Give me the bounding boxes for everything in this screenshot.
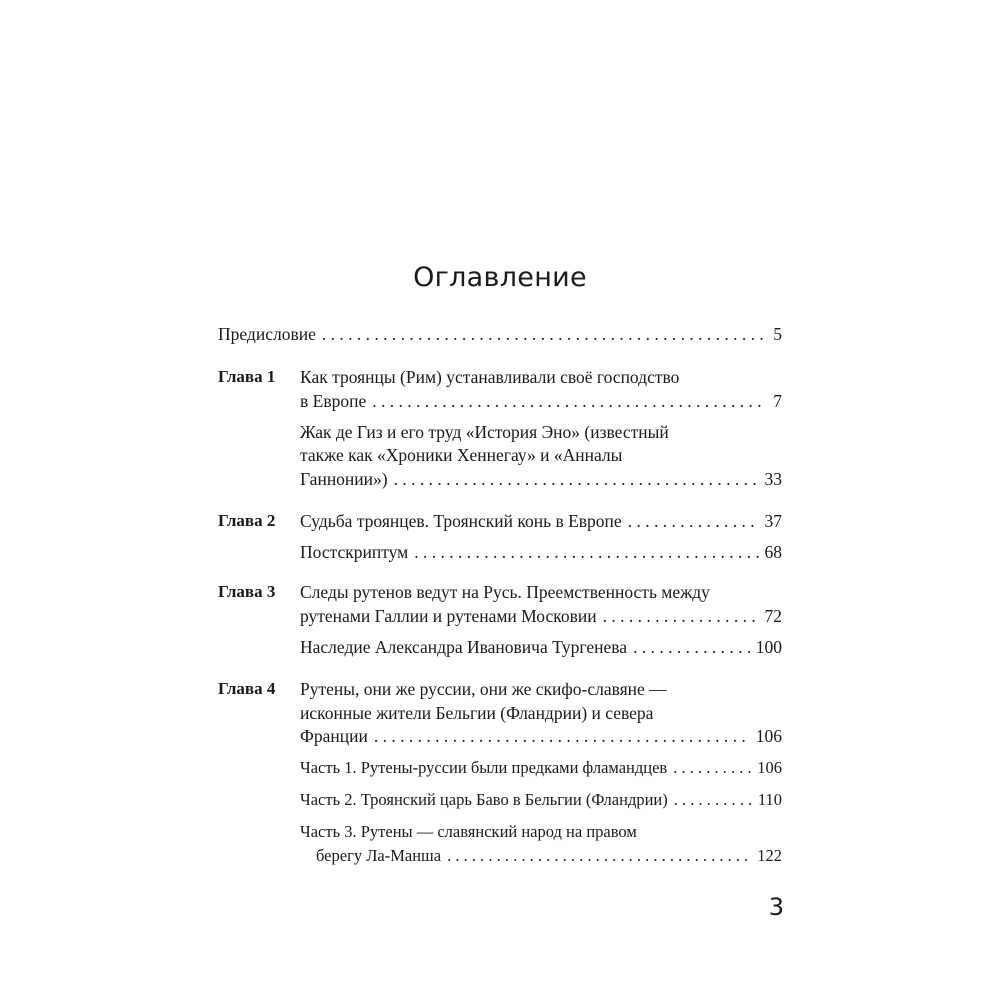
entry-title: Наследие Александра Ивановича Тургенева (300, 637, 628, 657)
toc-entry-chapter-2-sub-1[interactable] (218, 540, 782, 564)
entry-title: Судьба троянцев. Троянский конь в Европе (300, 511, 622, 531)
toc-entry-chapter-1[interactable] (218, 365, 782, 389)
dot-leader (447, 844, 751, 868)
toc-entry-chapter-4-cont2 (218, 724, 782, 748)
entry-title-cont: берегу Ла-Манша (316, 846, 442, 865)
page-ref: 33 (764, 469, 782, 489)
toc-entry-chapter-2[interactable] (218, 509, 782, 533)
entry-title: Рутены, они же руссии, они же скифо-славяне — (300, 679, 667, 699)
toc-entry-chapter-4[interactable] (218, 677, 782, 701)
toc-entry-chapter-4-part-3-cont (218, 844, 782, 868)
page-number: 3 (768, 893, 784, 921)
dot-leader (674, 788, 752, 812)
entry-title-cont: исконные жители Бельгии (Фландрии) и севера (300, 703, 654, 723)
page-ref: 72 (764, 606, 782, 626)
toc-entry-chapter-1-sub-1-cont2 (218, 467, 782, 491)
entry-title-cont: рутенами Галлии и рутенами Московии (300, 606, 597, 626)
dot-leader (603, 604, 759, 628)
page-ref: 37 (764, 511, 782, 531)
chapter-label: Глава 2 (218, 511, 276, 530)
entry-title: Предисловие (218, 324, 316, 344)
dot-leader (673, 756, 751, 780)
page-ref: 122 (757, 846, 782, 865)
toc-entry-chapter-3-sub-1[interactable] (218, 635, 782, 659)
dot-leader (322, 322, 767, 346)
entry-title: Часть 2. Троянский царь Баво в Бельгии (Фландрии) (300, 790, 668, 809)
toc-entry-chapter-1-sub-1[interactable] (218, 420, 782, 444)
page-ref: 100 (755, 637, 782, 657)
entry-title: Постскриптум (300, 542, 409, 562)
page-ref: 68 (764, 542, 782, 562)
entry-title-cont: Франции (300, 726, 368, 746)
toc-entry-chapter-4-cont (218, 701, 782, 725)
page-ref: 110 (757, 790, 782, 809)
chapter-label: Глава 1 (218, 367, 276, 386)
dot-leader (372, 389, 767, 413)
entry-title: Жак де Гиз и его труд «История Эно» (известный (300, 422, 669, 442)
toc-entry-chapter-3-cont (218, 604, 782, 628)
toc-entry-preface[interactable] (218, 322, 782, 346)
page-title: Оглавление (413, 262, 587, 293)
page-ref: 5 (773, 324, 782, 344)
toc-entry-chapter-1-sub-1-cont (218, 443, 782, 467)
page-ref: 7 (773, 391, 782, 411)
entry-title: Как троянцы (Рим) устанавливали своё господство (300, 367, 680, 387)
dot-leader (394, 467, 759, 491)
page-ref: 106 (757, 758, 782, 777)
chapter-label: Глава 4 (218, 679, 276, 698)
entry-title-cont: Ганнонии») (300, 469, 388, 489)
dot-leader (628, 509, 759, 533)
toc-entry-chapter-4-part-3[interactable] (218, 820, 782, 844)
toc-entry-chapter-3[interactable] (218, 580, 782, 604)
dot-leader (414, 540, 758, 564)
entry-title: Часть 3. Рутены — славянский народ на правом (300, 822, 637, 841)
dot-leader (374, 724, 750, 748)
toc-entry-chapter-1-cont (218, 389, 782, 413)
toc-entry-chapter-4-part-1[interactable] (218, 756, 782, 780)
chapter-label: Глава 3 (218, 582, 276, 601)
toc-entry-chapter-4-part-2[interactable] (218, 788, 782, 812)
dot-leader (633, 635, 750, 659)
entry-title-cont: в Европе (300, 391, 367, 411)
entry-title: Следы рутенов ведут на Русь. Преемственность между (300, 582, 710, 602)
entry-title: Часть 1. Рутены-руссии были предками фламандцев (300, 758, 668, 777)
page-ref: 106 (755, 726, 782, 746)
entry-title-cont: также как «Хроники Хеннегау» и «Анналы (300, 445, 623, 465)
